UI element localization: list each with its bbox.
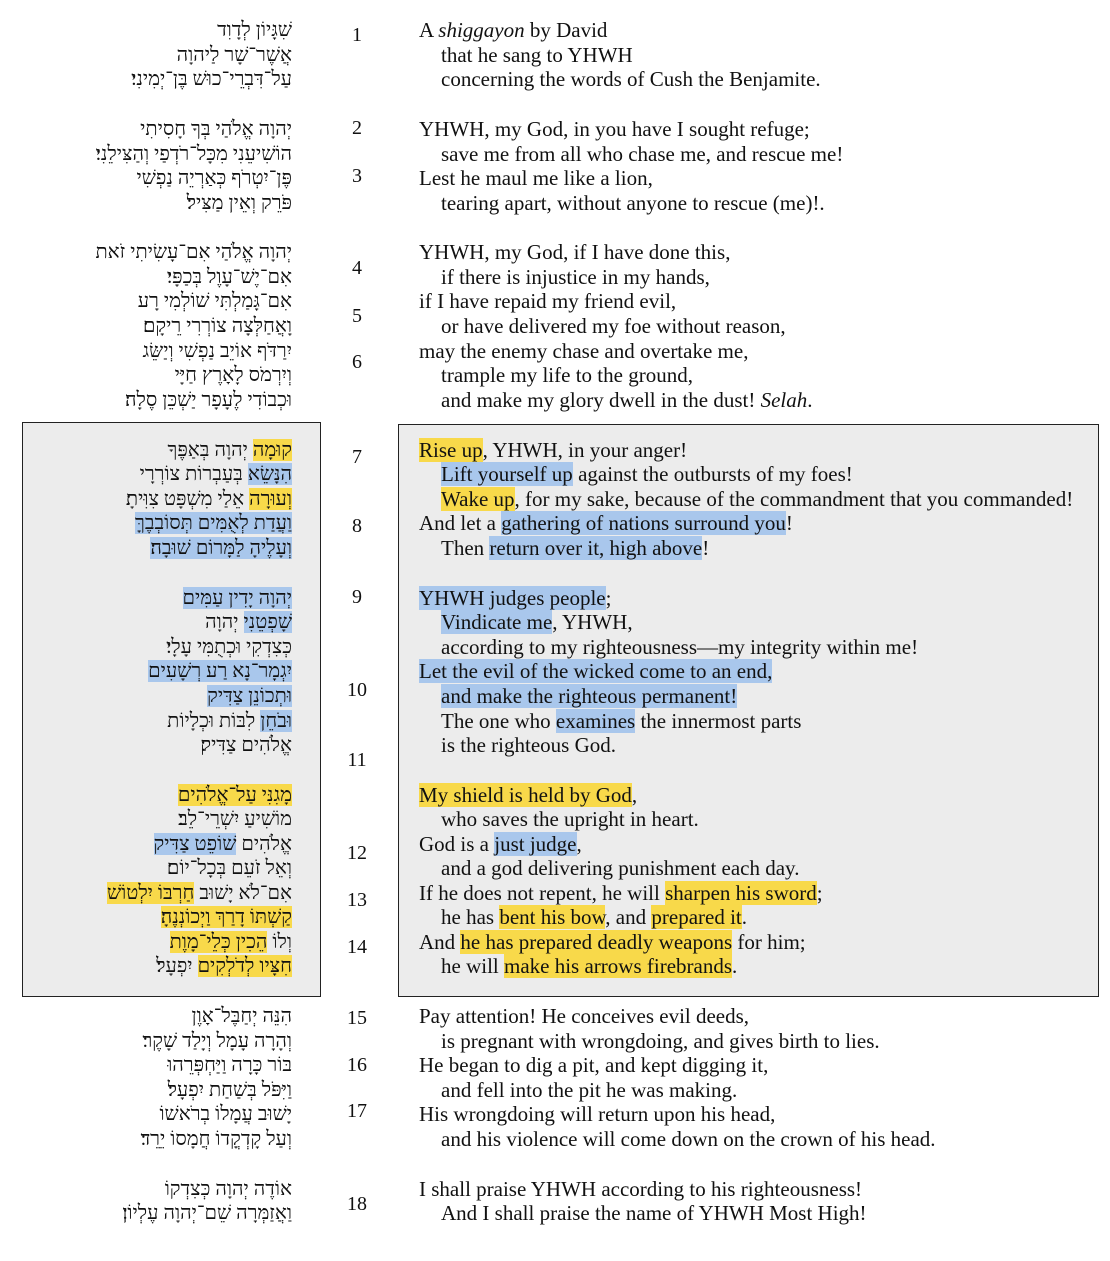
- text-segment: His wrongdoing will return upon his head,: [419, 1102, 776, 1126]
- text-segment: if I have repaid my friend evil,: [419, 289, 677, 313]
- verse-number: 15: [347, 1007, 367, 1029]
- english-line: [441, 856, 799, 880]
- text-segment: בּוֹר כָּרָה וַיַּחְפְּרֵהוּ: [167, 1054, 292, 1076]
- text-segment: A: [419, 18, 439, 42]
- verse-number: 7: [352, 446, 362, 468]
- text-segment: !: [702, 536, 710, 560]
- english-line: [441, 1127, 936, 1151]
- text-segment: וְיִרְמֹס לָאָרֶץ חַיָּי: [174, 364, 292, 386]
- english-line: [441, 363, 693, 387]
- hebrew-line: [0, 1004, 292, 1028]
- text-segment: is the righteous God.: [441, 733, 616, 757]
- text-segment: וַאֲזַמְּרָה שֵׁם־יְהוָה עֶלְיוֹן׃: [122, 1202, 292, 1224]
- english-line: [419, 586, 611, 610]
- verse-number: 12: [347, 842, 367, 864]
- english-line: [419, 1177, 862, 1201]
- english-line: [441, 462, 853, 486]
- yellow-highlight: חַרְבּוֹ יִלְטוֹשׁ: [106, 882, 195, 904]
- hebrew-line: [0, 191, 292, 215]
- hebrew-line: [0, 314, 292, 338]
- text-segment: לִבּוֹת וּכְלָיוֹת: [167, 710, 261, 732]
- blue-highlight: הִנָּשֵׂא: [247, 463, 292, 485]
- text-segment: וּכְבוֹדִי לֶעָפָר יַשְׁכֵּן סֶלָה׃: [124, 389, 292, 411]
- english-line: [441, 1029, 880, 1053]
- yellow-highlight: prepared it: [651, 905, 742, 929]
- blue-highlight: שׁוֹפֵט צַדִּיק: [153, 833, 237, 855]
- yellow-highlight: he has prepared deadly weapons: [460, 930, 733, 954]
- text-segment: ,: [631, 783, 638, 807]
- text-segment: YHWH, my God, if I have done this,: [419, 240, 731, 264]
- text-segment: trample my life to the ground,: [441, 363, 693, 387]
- english-line: [419, 438, 687, 462]
- text-segment: אִם־לֹא יָשׁוּב: [194, 882, 292, 904]
- blue-highlight: וַעֲדַת לְאֻמִּים תְּסוֹבְבֶךָּ: [135, 512, 292, 534]
- text-segment: יְהוָה אֱלֹהַי אִם־עָשִׂיתִי זֹאת: [95, 241, 292, 263]
- yellow-highlight: make his arrows firebrands: [504, 954, 733, 978]
- verse-number: 8: [352, 515, 362, 537]
- text-segment: אֱלֹהִים: [236, 833, 292, 855]
- english-line: [441, 684, 737, 708]
- verse-number: 11: [347, 749, 367, 771]
- english-line: [419, 511, 793, 535]
- text-segment: he will: [441, 954, 504, 978]
- text-segment: וְהָרָה עָמָל וְיָלַד שָׁקֶר׃: [142, 1030, 292, 1052]
- text-segment: אִם־יֶשׁ־עָוֶל בְּכַפָּי׃: [166, 266, 292, 288]
- text-segment: God is a: [419, 832, 495, 856]
- text-segment: ,: [576, 832, 582, 856]
- text-segment: and fell into the pit he was making.: [441, 1078, 738, 1102]
- hebrew-line: [0, 43, 292, 67]
- text-segment: against the outbursts of my foes!: [572, 462, 853, 486]
- english-line: [419, 930, 806, 954]
- text-segment: according to my righteousness—my integrity within me!: [441, 635, 919, 659]
- hebrew-line: [0, 363, 292, 387]
- english-line: [441, 709, 801, 733]
- hebrew-line: [0, 684, 292, 708]
- blue-highlight: Lift yourself up: [441, 462, 573, 486]
- text-segment: may the enemy chase and overtake me,: [419, 339, 749, 363]
- english-line: [441, 142, 843, 166]
- text-segment: And let a: [419, 511, 502, 535]
- verse-number: 17: [347, 1100, 367, 1122]
- text-segment: if there is injustice in my hands,: [441, 265, 710, 289]
- text-segment: פֶּן־יִטְרֹף כְּאַרְיֵה נַפְשִׁי: [136, 167, 292, 189]
- english-line: [441, 536, 709, 560]
- yellow-highlight: הֵכִין כְּלֵי־מָוֶת: [169, 931, 268, 953]
- hebrew-line: [0, 1127, 292, 1151]
- text-segment: ;: [605, 586, 612, 610]
- hebrew-line: [0, 1201, 292, 1225]
- hebrew-line: [0, 1078, 292, 1102]
- hebrew-line: [0, 339, 292, 363]
- hebrew-line: [0, 1053, 292, 1077]
- verse-number: 13: [347, 889, 367, 911]
- english-line: [441, 314, 786, 338]
- english-line: [441, 954, 737, 978]
- hebrew-line: [0, 166, 292, 190]
- text-segment: is pregnant with wrongdoing, and gives birth to lies.: [441, 1029, 880, 1053]
- text-segment: that he sang to YHWH: [441, 43, 633, 67]
- blue-highlight: and make the righteous permanent!: [441, 684, 738, 708]
- blue-highlight: gathering of nations surround you: [501, 511, 786, 535]
- verse-number: 14: [347, 936, 367, 958]
- hebrew-line: [0, 930, 292, 954]
- english-line: [419, 1004, 749, 1028]
- english-line: [419, 1053, 768, 1077]
- hebrew-line: [0, 856, 292, 880]
- hebrew-line: [0, 117, 292, 141]
- hebrew-line: [0, 807, 292, 831]
- yellow-highlight: קוּמָה: [252, 439, 292, 461]
- verse-number: 1: [352, 24, 362, 46]
- yellow-highlight: קַשְׁתּוֹ דָרַךְ וַיְכוֹנְנֶהָ׃: [160, 906, 292, 928]
- english-line: [419, 18, 607, 42]
- hebrew-line: [0, 142, 292, 166]
- text-segment: אֱלֹהִים צַדִּיק׃: [200, 734, 292, 756]
- english-line: [441, 388, 813, 412]
- text-segment: He began to dig a pit, and kept digging it,: [419, 1053, 769, 1077]
- blue-highlight: יְהוָה יָדִין עַמִּים: [182, 587, 292, 609]
- text-segment: יָשׁוּב עֲמָלוֹ בְרֹאשׁוֹ: [159, 1103, 292, 1125]
- text-segment: אֵלַי מִשְׁפָּט צִוִּיתָ׃: [125, 488, 250, 510]
- hebrew-line: [0, 832, 292, 856]
- text-segment: Then: [441, 536, 490, 560]
- english-line: [441, 610, 633, 634]
- hebrew-line: [0, 536, 292, 560]
- hebrew-line: [0, 1102, 292, 1126]
- english-line: [441, 67, 821, 91]
- yellow-highlight: Wake up: [441, 487, 515, 511]
- verse-number: 2: [352, 117, 362, 139]
- blue-highlight: יִגְמָר־נָא רַע רְשָׁעִים: [148, 660, 292, 682]
- text-segment: .: [807, 388, 813, 412]
- text-segment: , YHWH,: [552, 610, 633, 634]
- english-line: [441, 635, 918, 659]
- hebrew-line: [0, 388, 292, 412]
- blue-highlight: just judge: [494, 832, 577, 856]
- text-segment: הוֹשִׁיעֵנִי מִכָּל־רֹדְפַי וְהַצִּילֵנִי׃: [95, 143, 292, 165]
- english-line: [441, 1078, 737, 1102]
- text-segment: the innermost parts: [635, 709, 802, 733]
- blue-highlight: YHWH judges people: [419, 586, 606, 610]
- hebrew-line: [0, 240, 292, 264]
- english-line: [441, 487, 1073, 511]
- text-segment: וְלוֹ: [267, 931, 292, 953]
- english-line: [419, 339, 748, 363]
- blue-highlight: וּתְכוֹנֵן צַדִּיק: [207, 685, 292, 707]
- hebrew-line: [0, 783, 292, 807]
- english-line: [419, 832, 582, 856]
- english-line: [419, 659, 772, 683]
- text-segment: יִפְעָל׃: [156, 955, 198, 977]
- hebrew-line: [0, 67, 292, 91]
- text-segment: And I shall praise the name of YHWH Most High!: [441, 1201, 867, 1225]
- text-segment: If he does not repent, he will: [419, 881, 666, 905]
- verse-number: 10: [347, 679, 367, 701]
- hebrew-line: [0, 265, 292, 289]
- hebrew-line: [0, 289, 292, 313]
- hebrew-line: [0, 462, 292, 486]
- yellow-highlight: My shield is held by God: [419, 783, 632, 807]
- text-segment: אוֹדֶה יְהוָה כְּצִדְקוֹ: [164, 1178, 292, 1200]
- text-segment: save me from all who chase me, and rescue me!: [441, 142, 844, 166]
- verse-number: 3: [352, 165, 362, 187]
- english-line: [419, 881, 823, 905]
- text-segment: , for my sake, because of the commandment that you commanded!: [514, 487, 1074, 511]
- hebrew-line: [0, 659, 292, 683]
- yellow-highlight: וְעוּרָה: [249, 488, 292, 510]
- blue-highlight: Vindicate me: [441, 610, 553, 634]
- english-line: [441, 1201, 867, 1225]
- blue-highlight: וְעָלֶיהָ לַמָּרוֹם שׁוּבָה׃: [150, 537, 292, 559]
- hebrew-line: [0, 487, 292, 511]
- text-segment: Pay attention! He conceives evil deeds,: [419, 1004, 750, 1028]
- text-segment: כְּצִדְקִי וּכְתֻמִּי עָלָי׃: [166, 636, 292, 658]
- blue-highlight: return over it, high above: [489, 536, 703, 560]
- blue-highlight: שָׁפְטֵנִי: [243, 611, 292, 633]
- text-segment: The one who: [441, 709, 556, 733]
- english-line: [419, 166, 653, 190]
- hebrew-line: [0, 18, 292, 42]
- text-segment: who saves the upright in heart.: [441, 807, 699, 831]
- text-segment: ;: [816, 881, 823, 905]
- yellow-highlight: Rise up: [419, 438, 483, 462]
- text-segment: tearing apart, without anyone to rescue (me)!.: [441, 191, 825, 215]
- english-line: [441, 265, 710, 289]
- english-line: [441, 733, 616, 757]
- text-segment: וָאֲחַלְּצָה צוֹרְרִי רֵיקָם׃: [142, 315, 292, 337]
- text-segment: !: [785, 511, 793, 535]
- verse-number: 4: [352, 257, 362, 279]
- hebrew-line: [0, 954, 292, 978]
- text-segment: And: [419, 930, 461, 954]
- verse-number: 16: [347, 1054, 367, 1076]
- text-segment: אִם־גָּמַלְתִּי שׁוֹלְמִי רָע: [137, 290, 292, 312]
- english-line: [441, 807, 699, 831]
- text-segment: Lest he maul me like a lion,: [419, 166, 653, 190]
- text-segment: , and: [605, 905, 652, 929]
- yellow-highlight: bent his bow: [499, 905, 606, 929]
- text-segment: יִרַדֹּף אוֹיֵב נַפְשִׁי וְיַשֵּׂג: [142, 340, 292, 362]
- text-segment: .: [741, 905, 747, 929]
- hebrew-line: [0, 610, 292, 634]
- hebrew-line: [0, 586, 292, 610]
- text-segment: פֹּרֵק וְאֵין מַצִּיל׃: [186, 192, 292, 214]
- text-segment: YHWH, my God, in you have I sought refuge;: [419, 117, 810, 141]
- english-line: [419, 240, 730, 264]
- blue-highlight: Let the evil of the wicked come to an end,: [419, 659, 773, 683]
- text-segment: concerning the words of Cush the Benjamite.: [441, 67, 821, 91]
- text-segment: , YHWH, in your anger!: [482, 438, 688, 462]
- english-line: [419, 1102, 775, 1126]
- text-segment: Selah: [760, 388, 808, 412]
- english-line: [441, 191, 825, 215]
- text-segment: for him;: [732, 930, 806, 954]
- text-segment: אֲשֶׁר־שָׁר לַיהוָה: [176, 44, 292, 66]
- text-segment: יְהוָה: [205, 611, 244, 633]
- text-segment: וְעַל קָדְקֳדוֹ חֲמָסוֹ יֵרֵד׃: [140, 1128, 292, 1150]
- text-segment: שִׁגָּיוֹן לְדָוִד: [217, 19, 292, 41]
- text-segment: he has: [441, 905, 500, 929]
- text-segment: .: [732, 954, 738, 978]
- text-segment: shiggayon: [438, 18, 525, 42]
- hebrew-line: [0, 905, 292, 929]
- hebrew-line: [0, 733, 292, 757]
- hebrew-line: [0, 1029, 292, 1053]
- text-segment: and make my glory dwell in the dust!: [441, 388, 761, 412]
- text-segment: יְהוָה בְּאַפֶּךָ: [167, 439, 253, 461]
- english-line: [419, 783, 637, 807]
- hebrew-line: [0, 511, 292, 535]
- yellow-highlight: sharpen his sword: [665, 881, 817, 905]
- text-segment: I shall praise YHWH according to his righteousness!: [419, 1177, 863, 1201]
- english-line: [419, 289, 676, 313]
- hebrew-line: [0, 709, 292, 733]
- text-segment: and his violence will come down on the crown of his head.: [441, 1127, 936, 1151]
- text-segment: by David: [524, 18, 608, 42]
- verse-number: 9: [352, 586, 362, 608]
- english-line: [441, 905, 747, 929]
- hebrew-line: [0, 438, 292, 462]
- text-segment: וַיִּפֹּל בְּשַׁחַת יִפְעָל׃: [167, 1079, 292, 1101]
- verse-number: 6: [352, 351, 362, 373]
- english-line: [419, 117, 810, 141]
- text-segment: and a god delivering punishment each day.: [441, 856, 800, 880]
- yellow-highlight: מָגִנִּי עַל־אֱלֹהִים: [177, 784, 292, 806]
- text-segment: יְהוָה אֱלֹהַי בְּךָ חָסִיתִי: [140, 118, 292, 140]
- hebrew-line: [0, 881, 292, 905]
- blue-highlight: examines: [555, 709, 636, 733]
- english-line: [441, 43, 633, 67]
- verse-number: 5: [352, 305, 362, 327]
- hebrew-line: [0, 635, 292, 659]
- text-segment: וְאֵל זֹעֵם בְּכָל־יוֹם׃: [166, 857, 292, 879]
- text-segment: or have delivered my foe without reason,: [441, 314, 786, 338]
- blue-highlight: וּבֹחֵן: [260, 710, 292, 732]
- text-segment: מוֹשִׁיעַ יִשְׁרֵי־לֵב׃: [178, 808, 292, 830]
- hebrew-line: [0, 1177, 292, 1201]
- text-segment: בְּעַבְרוֹת צוֹרְרָי: [139, 463, 248, 485]
- verse-number: 18: [347, 1193, 367, 1215]
- text-segment: הִנֵּה יְחַבֶּל־אָוֶן: [191, 1005, 292, 1027]
- text-segment: עַל־דִּבְרֵי־כוּשׁ בֶּן־יְמִינִי׃: [131, 68, 292, 90]
- yellow-highlight: חִצָּיו לְדֹלְקִים: [197, 955, 292, 977]
